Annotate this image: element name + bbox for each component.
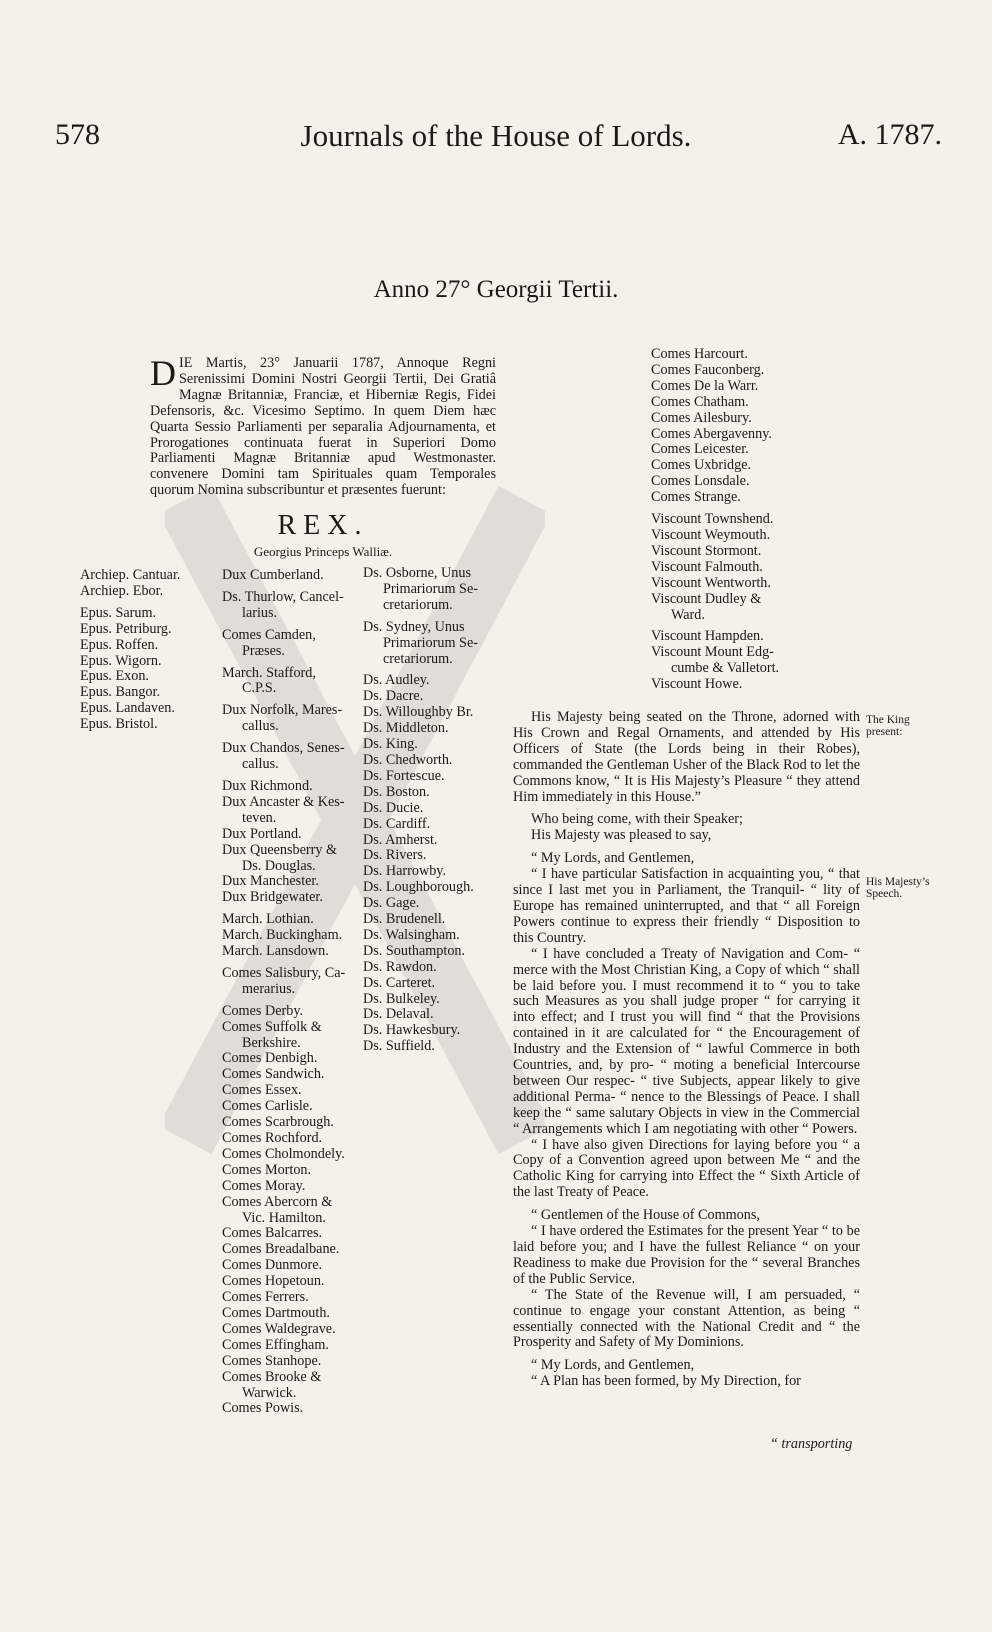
peer-entry [222, 928, 362, 944]
peer-name: Ds. Dacre. [363, 688, 424, 705]
peer-name-continued: merarius. [242, 980, 296, 997]
speech-paragraph: “ Gentlemen of the House of Commons, [531, 1207, 760, 1224]
speech-paragraph: Who being come, with their Speaker; [531, 811, 743, 828]
year-heading: A. 1787. [837, 118, 942, 151]
peer-name: Comes Powis. [222, 1400, 304, 1417]
peer-entry [651, 677, 861, 693]
bishop-entry: Epus. Bristol. [80, 716, 158, 733]
rex-heading: REX. [277, 510, 369, 541]
bishop-entry: Epus. Sarum. [80, 604, 157, 621]
peer-entry [651, 512, 861, 528]
peer-name: Ds. Carteret. [363, 974, 436, 991]
peer-entry [222, 1131, 362, 1147]
margin-note-speech: His Majesty’s Speech. [866, 876, 930, 900]
peer-name-continued: cumbe & Valletort. [671, 660, 780, 677]
peer-entry [363, 737, 498, 753]
peer-name: Comes Camden, [222, 626, 316, 643]
peer-name: Dux Chandos, Senes- [222, 740, 345, 757]
peer-entry [651, 528, 861, 544]
earls-viscounts-list [651, 347, 861, 693]
peer-entry [222, 874, 362, 890]
speech-paragraph: “ The State of the Revenue will, I am persuaded, “ continue to engage your constant Attention, as being “ essentially connected with the National Credit and “ the Prosperity and Safety of My Dominions. [513, 1286, 860, 1351]
peer-entry [363, 620, 498, 668]
peer-name: Comes Sandwich. [222, 1066, 325, 1083]
peer-name: Dux Portland. [222, 825, 302, 842]
peer-entry [363, 705, 498, 721]
peer-entry [651, 592, 861, 624]
peer-entry [222, 1306, 362, 1322]
peer-entry [363, 769, 498, 785]
peer-entry [651, 544, 861, 560]
peer-name: Ds. Brudenell. [363, 911, 446, 928]
running-title: Journals of the House of Lords. [300, 118, 692, 153]
peer-name: Comes Dartmouth. [222, 1304, 330, 1321]
peer-entry [363, 753, 498, 769]
peer-entry [651, 363, 861, 379]
peer-name: Comes Scarbrough. [222, 1114, 334, 1131]
peer-entry [651, 629, 861, 645]
peer-name: Comes Essex. [222, 1082, 302, 1099]
peer-name: Ds. Bulkeley. [363, 990, 440, 1007]
peer-name: Comes Lonsdale. [651, 473, 750, 490]
speech-paragraph: “ I have also given Directions for laying before you “ a Copy of a Convention agreed upon between Me “ and the Catholic King for carrying into Effect the “ Sixth Article of the last Treaty of Peace. [513, 1136, 860, 1201]
peer-name: Ds. Thurlow, Cancel- [222, 588, 344, 605]
peer-name: Comes Breadalbane. [222, 1241, 340, 1258]
peer-name-continued: Ds. Douglas. [242, 857, 316, 874]
peer-entry [222, 1099, 362, 1115]
peer-entry [363, 566, 498, 614]
peer-name-continued: Vic. Hamilton. [242, 1209, 326, 1226]
peer-entry [363, 864, 498, 880]
peer-name-continued: Primariorum Se- [383, 580, 478, 597]
peer-entry [363, 1023, 498, 1039]
peer-name: Comes Effingham. [222, 1336, 329, 1353]
peer-entry [222, 1083, 362, 1099]
peer-entry [651, 442, 861, 458]
peer-entry [222, 1147, 362, 1163]
peer-name: Ds. Loughborough. [363, 879, 474, 896]
peer-name-continued: Warwick. [242, 1384, 297, 1401]
peer-entry [222, 1401, 362, 1417]
peer-name-continued: callus. [242, 718, 279, 735]
peer-name: Viscount Stormont. [651, 542, 762, 559]
peer-name: Ds. Walsingham. [363, 926, 460, 943]
peer-name: Ds. Rivers. [363, 847, 427, 864]
peer-name-continued: callus. [242, 756, 279, 773]
peer-entry [222, 795, 362, 827]
peer-entry [222, 1258, 362, 1274]
peer-name: Ds. Delaval. [363, 1006, 434, 1023]
peer-name: Comes Hopetoun. [222, 1273, 325, 1290]
kings-speech-text [513, 710, 860, 1390]
barons-list [363, 566, 498, 1055]
peer-name: Comes Abergavenny. [651, 425, 772, 442]
peer-entry [222, 1179, 362, 1195]
peer-name: Dux Bridgewater. [222, 889, 323, 906]
peer-entry [222, 741, 362, 773]
peer-entry [363, 817, 498, 833]
peer-entry [222, 1195, 362, 1227]
peer-name: Dux Queensberry & [222, 841, 338, 858]
peer-entry [651, 427, 861, 443]
peer-entry [651, 347, 861, 363]
speech-paragraph: His Majesty being seated on the Throne, adorned with His Crown and Regal Ornaments, and attended by His Officers of State (the Lords being in their Robes), commanded the Gentleman Usher of the Black Rod to let the Commons know, “ It is His Majesty’s Pleasure “ they attend Him immediately in this House.” [513, 709, 860, 805]
opening-text: IE Martis, 23° Januarii 1787, Annoque Regni Serenissimi Domini Nostri Georgii Tertii, Dei Gratiâ Magnæ Britanniæ, Franciæ, et Hiberniæ Regis, Fidei Defensoris, &c. Vicesimo Septimo. In quem Diem hæc Quarta Sessio Parliamenti per separalia Adjournamenta, et Prorogationes continuata fuerat in Superiori Domo Parliamenti Magnæ Britanniæ apud Westmonaster. convenere Domini tam Spirituales quam Temporales quorum Nomina subscribuntur et præsentes fuerunt: [150, 355, 496, 499]
peer-name: Dux Ancaster & Kes- [222, 793, 345, 810]
peer-entry [651, 458, 861, 474]
peer-name: Comes Morton. [222, 1161, 312, 1178]
bishop-entry: Archiep. Cantuar. [80, 567, 181, 583]
peer-name: Viscount Howe. [651, 676, 743, 693]
peer-name-continued: Primariorum Se- [383, 634, 478, 651]
peer-entry [222, 628, 362, 660]
peer-entry [222, 1051, 362, 1067]
speech-paragraph: “ I have ordered the Estimates for the present Year “ to be laid before you; and I have the fullest Reliance “ on your Readiness to make due Provision for the “ several Branches of the Public Service. [513, 1223, 860, 1287]
peer-name: Comes Leicester. [651, 441, 749, 458]
peer-entry [222, 843, 362, 875]
peer-name: Dux Cumberland. [222, 567, 324, 583]
peer-entry [222, 890, 362, 906]
peer-entry [363, 673, 498, 689]
peer-entry [363, 1007, 498, 1023]
peer-entry [651, 645, 861, 677]
peer-name: Dux Richmond. [222, 777, 313, 794]
peer-name: Ds. Osborne, Unus [363, 565, 471, 581]
peer-name: Comes Uxbridge. [651, 457, 752, 474]
peer-entry [363, 1039, 498, 1055]
peer-entry [651, 411, 861, 427]
peer-name: Comes Rochford. [222, 1130, 323, 1146]
peer-entry [222, 590, 362, 622]
peer-name: Ds. Willoughby Br. [363, 704, 474, 721]
peer-entry [651, 490, 861, 506]
peer-name: Comes Brooke & [222, 1368, 322, 1385]
peer-entry [651, 474, 861, 490]
peer-name-continued: Præses. [242, 642, 285, 659]
peer-name: Viscount Townshend. [651, 511, 774, 528]
peer-entry [651, 560, 861, 576]
peer-entry [222, 1242, 362, 1258]
peer-name: Comes Moray. [222, 1177, 306, 1194]
peer-name: Ds. Chedworth. [363, 751, 453, 768]
peer-name: Comes Abercorn & [222, 1193, 333, 1210]
peer-entry [363, 992, 498, 1008]
peer-name: Ds. Gage. [363, 895, 420, 912]
peer-name: Viscount Falmouth. [651, 558, 763, 575]
peer-name: Ds. Amherst. [363, 831, 438, 848]
peer-name-continued: teven. [242, 809, 277, 826]
peer-name: Comes Waldegrave. [222, 1320, 336, 1337]
peer-entry [651, 379, 861, 395]
session-heading: Anno 27° Georgii Tertii. [373, 276, 619, 303]
peer-name-continued: cretariorum. [383, 596, 453, 613]
peer-entry [222, 1226, 362, 1242]
speech-paragraph: “ My Lords, and Gentlemen, [531, 850, 695, 867]
peer-entry [222, 1322, 362, 1338]
bishop-entry: Archiep. Ebor. [80, 582, 164, 599]
peer-name: Ds. Boston. [363, 783, 430, 800]
peer-entry [363, 833, 498, 849]
bishop-entry: Epus. Exon. [80, 668, 149, 685]
bishop-entry: Epus. Bangor. [80, 684, 160, 701]
bishop-entry: Epus. Roffen. [80, 636, 159, 653]
peer-name: Ds. King. [363, 736, 418, 753]
bishop-entry: Epus. Wigorn. [80, 652, 162, 669]
margin-note-king-present: The King present: [866, 714, 910, 738]
peer-name: Ds. Middleton. [363, 720, 449, 737]
peer-name-continued: Ward. [671, 606, 705, 623]
peer-entry [363, 976, 498, 992]
peer-entry [222, 568, 362, 584]
peer-entry [222, 1020, 362, 1052]
peer-entry [363, 801, 498, 817]
peer-name: Viscount Dudley & [651, 590, 762, 607]
speech-paragraph: “ I have concluded a Treaty of Navigation and Com- “ merce with the Most Christian King, a Copy of which “ shall be laid before you. I must recommend it to “ you to take such Measures as you shall judge proper “ for carrying it into effect; and I trust you will find “ that the Provisions contained in it are calculated for “ the Encouragement of Industry and the Extension of “ lawful Commerce in both Countries, and, by pro- “ moting a beneficial Intercourse between Our respec- “ tive Subjects, appear likely to give additional Perma- “ nence to the Blessings of Peace. I shall keep the “ same salutary Objects in view in the Commercial “ Arrangements which I am negotiating with other “ Powers. [513, 945, 860, 1137]
peer-name: Ds. Cardiff. [363, 815, 431, 832]
peer-entry [222, 912, 362, 928]
peer-name: Comes Strange. [651, 489, 741, 506]
prince-line: Georgius Princeps Walliæ. [253, 544, 393, 559]
peer-entry [222, 1274, 362, 1290]
peer-name: Comes Dunmore. [222, 1257, 323, 1274]
peer-entry [363, 928, 498, 944]
peer-name: Dux Manchester. [222, 873, 319, 890]
peer-entry [651, 576, 861, 592]
speech-paragraph: “ My Lords, and Gentlemen, [531, 1357, 695, 1374]
peer-entry [222, 1354, 362, 1370]
peer-name: March. Stafford, [222, 664, 316, 681]
peer-name: Comes Stanhope. [222, 1352, 322, 1369]
peer-name-continued: Berkshire. [242, 1034, 301, 1051]
peer-name: Viscount Hampden. [651, 628, 764, 645]
peer-name: Ds. Suffield. [363, 1038, 435, 1055]
peer-name: Ds. Harrowby. [363, 863, 447, 880]
peer-name: Viscount Weymouth. [651, 526, 771, 543]
bishops-list [80, 568, 220, 733]
peer-entry [363, 880, 498, 896]
peer-name-continued: larius. [242, 604, 278, 621]
peer-entry [363, 912, 498, 928]
peer-name: Comes Denbigh. [222, 1050, 318, 1067]
peer-entry [222, 1163, 362, 1179]
peer-name: Comes Ailesbury. [651, 409, 752, 426]
peer-name: Comes Salisbury, Ca- [222, 964, 346, 981]
peer-entry [363, 944, 498, 960]
peer-name: Comes Suffolk & [222, 1018, 322, 1035]
peer-name: Comes De la Warr. [651, 377, 759, 394]
peer-name: Comes Cholmondely. [222, 1145, 345, 1162]
peer-entry [222, 666, 362, 698]
peer-entry [222, 1067, 362, 1083]
drop-cap: D [150, 353, 176, 393]
peer-entry [363, 689, 498, 705]
peer-entry [222, 1115, 362, 1131]
speech-paragraph: “ A Plan has been formed, by My Direction, for [531, 1373, 801, 1390]
peer-name: Dux Norfolk, Mares- [222, 702, 343, 719]
peer-name: Comes Ferrers. [222, 1289, 309, 1306]
peer-name: Ds. Rawdon. [363, 958, 437, 975]
peer-entry [222, 703, 362, 735]
peer-name: Ds. Southampton. [363, 942, 466, 959]
peer-name: Ds. Fortescue. [363, 767, 445, 784]
peer-name: Viscount Wentworth. [651, 574, 771, 591]
peer-entry [222, 1338, 362, 1354]
peer-name: Viscount Mount Edg- [651, 644, 774, 661]
bishop-entry: Epus. Landaven. [80, 700, 175, 717]
peer-entry [651, 395, 861, 411]
peer-entry [363, 848, 498, 864]
peer-name-continued: cretariorum. [383, 650, 453, 667]
peer-name: Comes Balcarres. [222, 1225, 323, 1242]
peer-entry [363, 960, 498, 976]
peer-name: March. Lothian. [222, 911, 314, 928]
peer-name: Ds. Audley. [363, 672, 430, 689]
peer-entry [222, 1290, 362, 1306]
peer-entry [222, 1004, 362, 1020]
dukes-earls-list [222, 568, 362, 1417]
peer-name: Ds. Hawkesbury. [363, 1022, 461, 1039]
page-number: 578 [55, 118, 100, 151]
catchword: “ transporting [770, 1436, 853, 1452]
peer-entry [363, 896, 498, 912]
speech-paragraph: His Majesty was pleased to say, [531, 827, 712, 844]
peer-name: Comes Harcourt. [651, 346, 748, 362]
peer-entry [222, 1370, 362, 1402]
peer-name-continued: C.P.S. [242, 680, 277, 697]
peer-entry [222, 827, 362, 843]
opening-paragraph [150, 353, 496, 499]
peer-entry [222, 944, 362, 960]
peer-name: March. Buckingham. [222, 927, 343, 944]
speech-paragraph: “ I have particular Satisfaction in acquainting you, “ that since I last met you in Parliament, the Tranquil- “ lity of Europe has remained uninterrupted, and that “ all Foreign Powers continue to express their friendly “ Disposition to this Country. [513, 866, 860, 946]
peer-name: Ds. Ducie. [363, 799, 424, 816]
peer-entry [363, 785, 498, 801]
peer-name: Ds. Sydney, Unus [363, 618, 465, 635]
peer-name: March. Lansdown. [222, 943, 329, 960]
peer-name: Comes Chatham. [651, 393, 749, 410]
peer-entry [222, 966, 362, 998]
peer-name: Comes Derby. [222, 1002, 304, 1019]
peer-name: Comes Carlisle. [222, 1098, 313, 1115]
peer-entry [222, 779, 362, 795]
peer-name: Comes Fauconberg. [651, 361, 765, 378]
peer-entry [363, 721, 498, 737]
bishop-entry: Epus. Petriburg. [80, 620, 172, 637]
